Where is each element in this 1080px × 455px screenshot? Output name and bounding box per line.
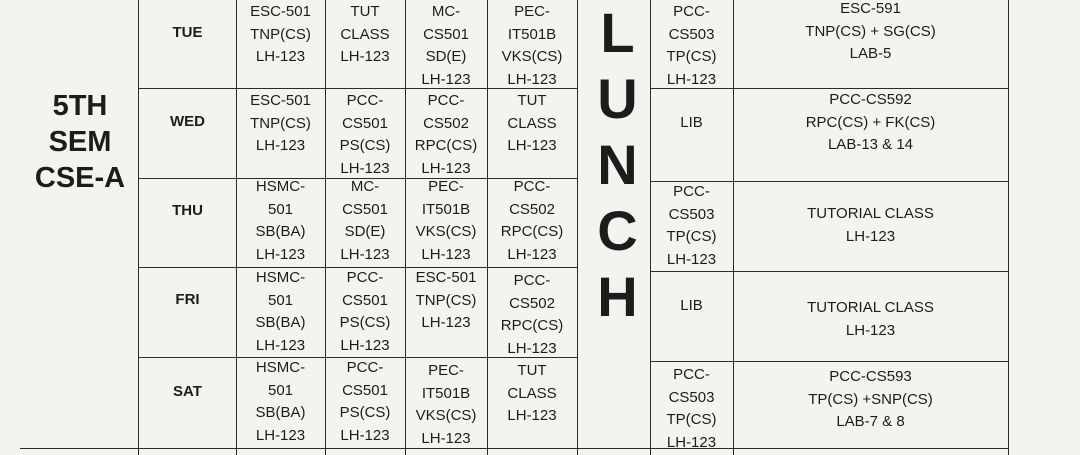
cell-line: TUTORIAL CLASS: [807, 205, 934, 222]
cell-line: HSMC-: [255, 178, 306, 195]
after-lunch-cell: [650, 181, 733, 271]
cell-line: TNP(CS): [250, 25, 311, 43]
day-label: FRI: [175, 291, 200, 308]
cell-line: LH-123: [845, 227, 896, 245]
cell-line: IT501B: [421, 200, 471, 218]
cell-line: PCC-: [513, 178, 551, 195]
cell-line: LH-123: [255, 245, 306, 263]
cell-line: 501: [267, 200, 294, 218]
cell-line: ESC-591: [840, 0, 901, 17]
cell-line: IT501B: [421, 384, 471, 402]
grid-line: [650, 271, 1008, 272]
cell-line: RPC(CS): [414, 137, 478, 154]
period-cell: [325, 1, 405, 69]
cell-line: CS502: [509, 200, 555, 218]
cell-line: RPC(CS) + FK(CS): [805, 113, 936, 131]
cell-line: LH-123: [507, 339, 557, 357]
lab-cell: [733, 89, 1008, 157]
cell-line: SB(BA): [255, 223, 306, 240]
semester-line: 5TH: [52, 90, 108, 122]
cell-line: ESC-501: [250, 3, 311, 20]
cell-line: LH-123: [421, 245, 471, 263]
period-cell: [325, 176, 405, 266]
cell-line: PS(CS): [339, 314, 391, 331]
cell-line: SB(BA): [255, 314, 306, 331]
period-cell: [325, 267, 405, 357]
cell-line: TNP(CS): [415, 291, 477, 309]
cell-line: RPC(CS): [500, 223, 564, 240]
cell-line: LH-123: [340, 159, 390, 177]
cell-line: SD(E): [425, 48, 467, 65]
cell-line: LH-123: [421, 314, 471, 331]
cell-line: PCC-CS592: [829, 91, 912, 108]
cell-line: PS(CS): [339, 404, 391, 421]
period-cell: [487, 360, 577, 428]
cell-line: LAB-7 & 8: [836, 413, 905, 430]
cell-line: LH-123: [507, 407, 557, 424]
period-cell: [236, 90, 325, 158]
period-cell: [405, 1, 487, 91]
lunch-label: [585, 0, 650, 330]
day-label: SAT: [173, 383, 202, 400]
cell-line: ESC-501: [250, 92, 311, 109]
cell-line: PEC-: [514, 3, 550, 20]
cell-line: CS502: [423, 114, 469, 132]
after-lunch-cell: [650, 364, 733, 454]
period-cell: [487, 176, 577, 266]
day-label: THU: [172, 202, 203, 219]
cell-line: VKS(CS): [415, 223, 477, 240]
cell-line: TP(CS): [666, 48, 717, 65]
period-cell: [325, 357, 405, 447]
grid-line: [138, 0, 139, 455]
cell-line: ESC-501: [415, 269, 477, 286]
cell-line: PCC-: [346, 359, 384, 376]
cell-line: LIB: [680, 114, 703, 131]
cell-line: LH-123: [340, 48, 390, 65]
cell-line: LIB: [680, 297, 703, 314]
cell-line: TUTORIAL CLASS: [807, 299, 934, 316]
cell-line: LH-123: [255, 426, 306, 444]
lab-cell: [733, 0, 1008, 66]
lunch-letter: U: [597, 67, 638, 130]
cell-line: 501: [267, 381, 294, 399]
lunch-letter: L: [600, 1, 635, 64]
cell-line: CS501: [423, 25, 469, 43]
cell-line: HSMC-: [255, 359, 306, 376]
period-cell: [325, 90, 405, 180]
cell-line: PEC-: [428, 362, 464, 379]
cell-line: CS503: [668, 25, 715, 43]
semester-line: CSE-A: [34, 162, 126, 194]
grid-line: [577, 0, 578, 455]
grid-line: [650, 361, 1008, 362]
cell-line: PCC-: [346, 269, 384, 286]
cell-line: TP(CS): [666, 228, 717, 245]
cell-line: LH-123: [507, 70, 557, 88]
cell-line: TP(CS) +SNP(CS): [808, 390, 933, 408]
after-lunch-cell: [650, 295, 733, 318]
lab-cell: [733, 366, 1008, 434]
cell-line: PEC-: [428, 178, 464, 195]
semester-label: [20, 88, 140, 196]
cell-line: PCC-: [346, 92, 384, 109]
cell-line: PCC-: [673, 3, 710, 20]
cell-line: CS501: [342, 291, 388, 309]
cell-line: PCC-: [673, 183, 710, 200]
period-cell: [236, 176, 325, 266]
cell-line: TUT: [517, 362, 547, 379]
cell-line: LH-123: [507, 245, 557, 263]
day-label: WED: [170, 113, 205, 130]
cell-line: LH-123: [421, 429, 471, 447]
cell-line: LH-123: [666, 70, 717, 88]
cell-line: TNP(CS): [250, 114, 311, 132]
cell-line: CS501: [342, 381, 388, 399]
cell-line: CLASS: [507, 384, 557, 402]
cell-line: PCC-CS593: [829, 368, 912, 385]
cell-line: PS(CS): [339, 137, 391, 154]
cell-line: PCC-: [427, 92, 465, 109]
period-cell: [405, 267, 487, 335]
cell-line: TUT: [350, 3, 380, 20]
after-lunch-cell: [650, 1, 733, 91]
grid-line: [20, 448, 1008, 449]
cell-line: LH-123: [255, 48, 306, 65]
period-cell: [405, 360, 487, 450]
day-label: TUE: [172, 24, 203, 41]
cell-line: CS501: [342, 200, 388, 218]
cell-line: VKS(CS): [501, 48, 563, 65]
cell-line: PCC-: [673, 366, 710, 383]
period-cell: [487, 90, 577, 158]
period-cell: [236, 357, 325, 447]
cell-line: TNP(CS) + SG(CS): [805, 22, 936, 40]
cell-line: PCC-: [513, 272, 551, 289]
cell-line: CLASS: [507, 114, 557, 132]
semester-line: SEM: [48, 126, 112, 158]
cell-line: CS503: [668, 388, 715, 406]
cell-line: MC-: [350, 178, 380, 195]
lab-cell: [733, 203, 1008, 248]
cell-line: VKS(CS): [415, 407, 477, 424]
cell-line: RPC(CS): [500, 317, 564, 334]
lunch-letter: C: [597, 199, 638, 262]
after-lunch-cell: [650, 112, 733, 135]
cell-line: LH-123: [666, 250, 717, 268]
cell-line: CS503: [668, 205, 715, 223]
cell-line: LH-123: [421, 159, 471, 177]
period-cell: [236, 267, 325, 357]
cell-line: MC-: [431, 3, 461, 20]
period-cell: [236, 1, 325, 69]
cell-line: CS502: [509, 294, 555, 312]
cell-line: LH-123: [340, 245, 390, 263]
cell-line: LH-123: [255, 137, 306, 154]
cell-line: LH-123: [340, 336, 390, 354]
cell-line: CS501: [342, 114, 388, 132]
grid-line: [1008, 0, 1009, 455]
cell-line: SD(E): [344, 223, 386, 240]
cell-line: LH-123: [255, 336, 306, 354]
cell-line: LH-123: [340, 426, 390, 444]
period-cell: [487, 1, 577, 91]
period-cell: [405, 176, 487, 266]
cell-line: IT501B: [507, 25, 557, 43]
cell-line: TP(CS): [666, 411, 717, 428]
cell-line: LH-123: [507, 137, 557, 154]
lab-cell: [733, 297, 1008, 342]
cell-line: LH-123: [666, 433, 717, 451]
period-cell: [487, 270, 577, 360]
lunch-letter: N: [597, 133, 638, 196]
cell-line: TUT: [517, 92, 547, 109]
cell-line: LAB-13 & 14: [827, 136, 914, 153]
period-cell: [405, 90, 487, 180]
lunch-letter: H: [597, 265, 638, 328]
cell-line: HSMC-: [255, 269, 306, 286]
cell-line: LAB-5: [849, 45, 892, 62]
cell-line: LH-123: [421, 70, 471, 88]
cell-line: LH-123: [845, 321, 896, 339]
cell-line: CLASS: [340, 25, 390, 43]
cell-line: 501: [267, 291, 294, 309]
cell-line: SB(BA): [255, 404, 306, 421]
